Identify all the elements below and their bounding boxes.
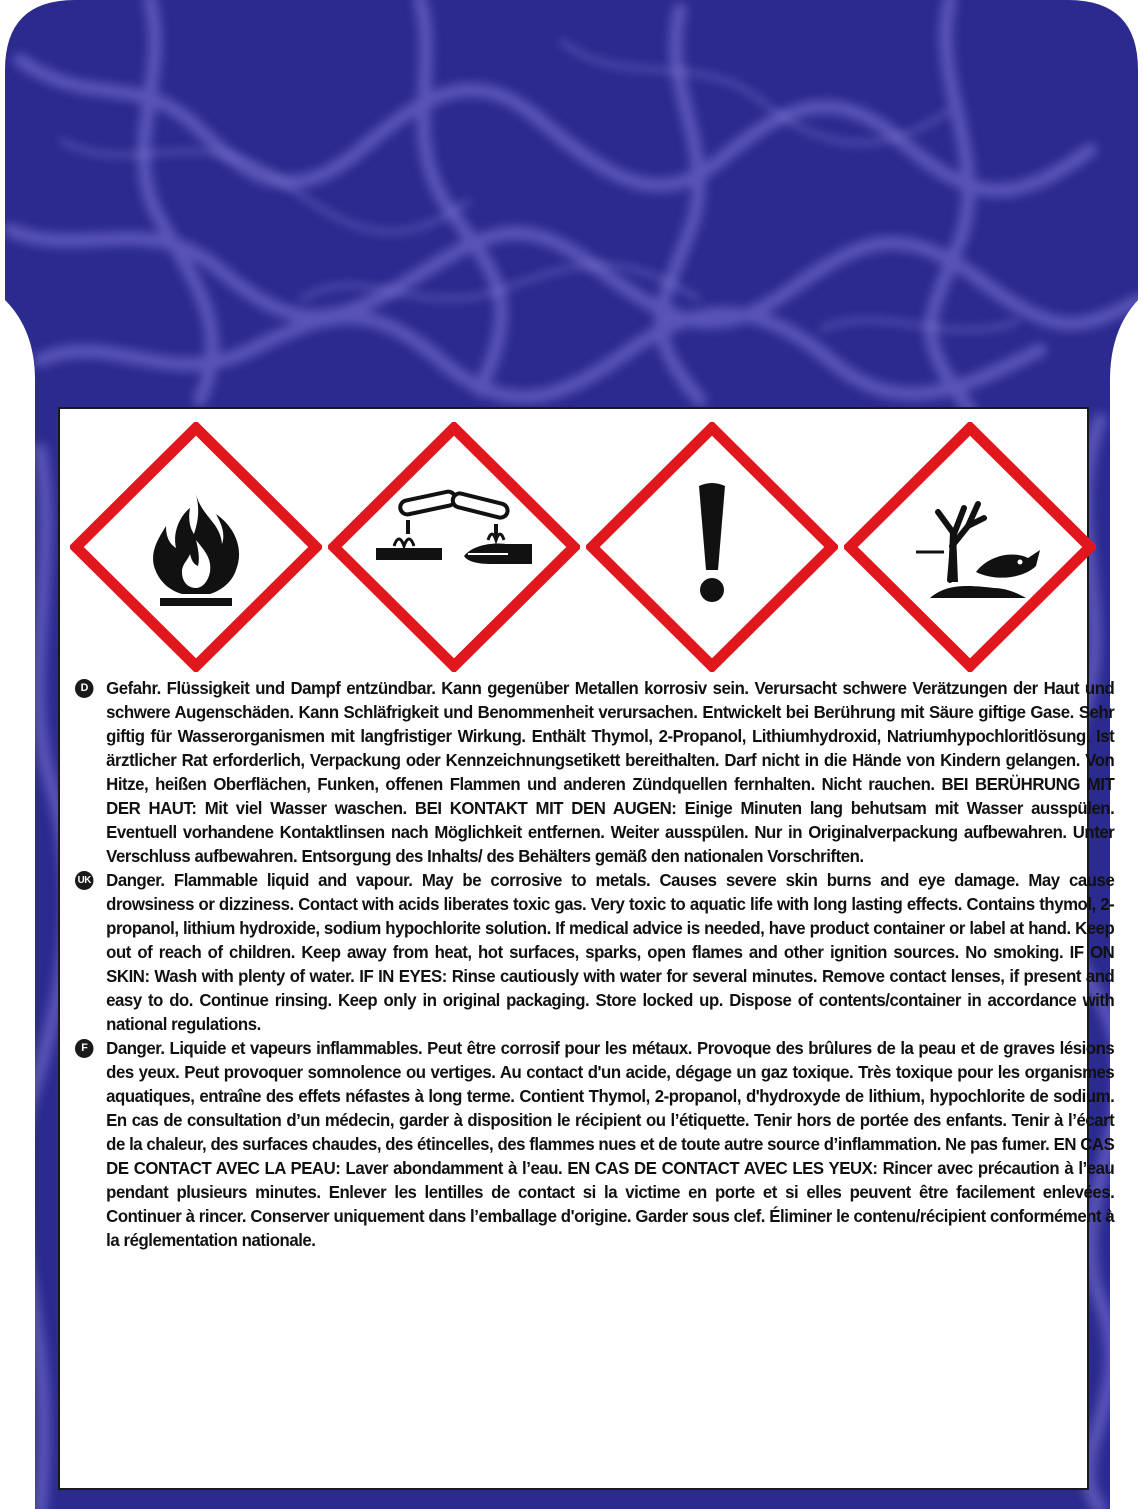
language-badge-uk: UK bbox=[75, 871, 94, 890]
environment-icon bbox=[844, 422, 1096, 672]
statement-text-uk: Flammable liquid and vapour. May be corrosive to metals. Causes severe skin burns and eye damage. May cause drowsiness or dizziness. Contact with acids liberates toxic gas. Very toxic to aquatic life with long lasting effects. Contains thymol, 2-propanol, lithium hydroxide, sodium hypochlorite solution. If medical advice is needed, have product container or label at hand. Keep out of reach of children. Keep away from heat, hot surfaces, sparks, open flames and other ignition sources. No smoking. IF ON SKIN: Wash with plenty of water. IF IN EYES: Rinse cautiously with water for several minutes. Remove contact lenses, if present and easy to do. Continue rinsing. Keep only in original packaging. Store locked up. Dispose of contents/container in accordance with national regulations. bbox=[106, 870, 1115, 1034]
exclamation-mark-icon bbox=[586, 422, 838, 672]
statement-text-f: Liquide et vapeurs inflammables. Peut être corrosif pour les métaux. Provoque des brûlures de la peau et de graves lésions des yeux. Peut provoquer somnolence ou vertiges. Au contact d'un acide, dégage un gaz toxique. Très toxique pour les organismes aquatiques, entraîne des effets néfastes à long terme. Contient Thymol, 2-propanol, d'hydroxyde de lithium, hypochlorite de sodium. En cas de consultation d’un médecin, garder à disposition le récipient ou l’étiquette. Tenir hors de portée des enfants. Tenir à l’écart de la chaleur, des surfaces chaudes, des étincelles, des flammes nues et de toute autre source d’inflammation. Ne pas fumer. EN CAS DE CONTACT AVEC LA PEAU: Laver abondamment à l’eau. EN CAS DE CONTACT AVEC LES YEUX: Rincer avec précaution à l’eau pendant plusieurs minutes. Enlever les lentilles de contact si la victime en porte et si elles peuvent être facilement enlevées. Continuer à rincer. Conserver uniquement dans l’emballage d'origine. Garder sous clef. Éliminer le contenu/récipient conformément à la réglementation nationale. bbox=[106, 1038, 1115, 1250]
statement-de bbox=[74, 676, 1114, 868]
corrosion-icon bbox=[328, 422, 580, 672]
statement-f bbox=[74, 1036, 1114, 1252]
statement-uk bbox=[74, 868, 1114, 1036]
ghs-pictograms bbox=[70, 422, 1080, 672]
flame-icon bbox=[70, 422, 322, 672]
signal-word-de: Gefahr. bbox=[106, 678, 161, 698]
language-badge-f: F bbox=[75, 1039, 94, 1058]
signal-word-uk: Danger. bbox=[106, 870, 165, 890]
language-badge-de: D bbox=[75, 679, 94, 698]
hazard-statements bbox=[74, 676, 1115, 1252]
signal-word-f: Danger. bbox=[106, 1038, 165, 1058]
statement-text-de: Flüssigkeit und Dampf entzündbar. Kann gegenüber Metallen korrosiv sein. Verursacht schwere Verätzungen der Haut und schwere Augenschäden. Kann Schläfrigkeit und Benommenheit verursachen. Entwickelt bei Berührung mit Säure giftige Gase. Sehr giftig für Wasserorganismen mit langfristiger Wirkung. Enthält Thymol, 2-Propanol, Lithiumhydroxid, Natriumhypochloritlösung. Ist ärztlicher Rat erforderlich, Verpackung oder Kennzeichnungsetikett bereithalten. Darf nicht in die Hände von Kindern gelangen. Von Hitze, heißen Oberflächen, Funken, offenen Flammen und anderen Zündquellen fernhalten. Nicht rauchen. BEI BERÜHRUNG MIT DER HAUT: Mit viel Wasser waschen. BEI KONTAKT MIT DEN AUGEN: Einige Minuten lang behutsam mit Wasser ausspülen. Eventuell vorhandene Kontaktlinsen nach Möglichkeit entfernen. Weiter ausspülen. Nur in Originalverpackung aufbewahren. Unter Verschluss aufbewahren. Entsorgung des Inhalts/ des Behälters gemäß den nationalen Vorschriften. bbox=[106, 678, 1115, 866]
